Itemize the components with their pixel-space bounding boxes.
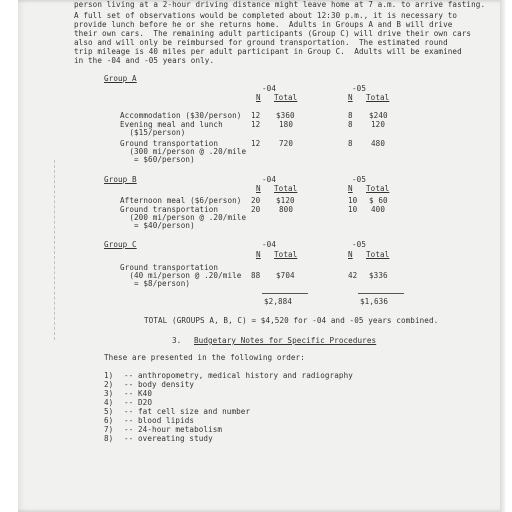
cell: $336 [369,271,388,280]
year-header: -04 [262,84,277,93]
subtotal-05: $1,636 [360,297,389,306]
row-label: Accommodation ($30/person) [120,111,242,120]
intro-line: provide lunch before he or she returns home. Adults in Groups A and B will drive [74,20,453,29]
year-header: -05 [352,84,367,93]
list-item: -- K40 [124,389,153,398]
col-header-total: Total [274,93,298,102]
page-edge-shadow [500,0,506,512]
cell: 12 [251,139,261,148]
cell: 42 [348,271,358,280]
row-label: Afternoon meal ($6/person) [120,196,242,205]
section-title: Budgetary Notes for Specific Procedures [194,336,377,345]
intro-line: also and will only be reimbursed for ground transportation. The estimated round [74,38,448,47]
col-header-n: N [348,93,353,102]
cell: 10 [348,205,358,214]
group-c-heading: Group C [104,240,137,249]
col-header-n: N [256,184,261,193]
row-label: Ground transportation [120,139,219,148]
list-number: 8) [104,434,114,443]
cell: 20 [251,205,261,214]
col-header-n: N [256,250,261,259]
cell: 12 [251,111,261,120]
subtotal-04: $2,884 [264,297,293,306]
list-item: -- D2O [124,398,153,407]
cell: 88 [251,271,261,280]
document-page [18,0,506,512]
section-number: 3. [172,336,182,345]
row-label: Evening meal and lunch [120,120,223,129]
list-item: -- body density [124,380,195,389]
row-label: Ground transportation [120,263,219,272]
cell: 8 [348,111,353,120]
list-number: 4) [104,398,114,407]
list-number: 2) [104,380,114,389]
col-header-n: N [348,184,353,193]
row-label: = $8/person) [120,279,191,288]
list-number: 7) [104,425,114,434]
list-item: -- anthropometry, medical history and radiography [124,371,353,380]
list-number: 1) [104,371,114,380]
row-label: (300 mi/person @ .20/mile [120,147,247,156]
cell: 120 [371,120,386,129]
intro-line: their own cars. The remaining adult participants (Group C) will drive their own cars [74,29,472,38]
subtotal-rule [358,293,404,294]
intro-line: in the -04 and -05 years only. [74,56,215,65]
col-header-total: Total [366,250,390,259]
cell: 20 [251,196,261,205]
col-header-total: Total [274,250,298,259]
row-label: (200 mi/person @ .20/mile [120,213,247,222]
list-item: -- overeating study [124,434,213,443]
subtotal-rule [262,293,308,294]
col-header-n: N [348,250,353,259]
list-item: -- fat cell size and number [124,407,251,416]
cell: 180 [279,120,294,129]
row-label: ($15/person) [120,128,186,137]
cell: 12 [251,120,261,129]
year-header: -05 [352,240,367,249]
cell: 720 [279,139,294,148]
cell: 8 [348,120,353,129]
cell: 10 [348,196,358,205]
list-number: 6) [104,416,114,425]
cell: 400 [371,205,386,214]
cell: $ 60 [369,196,388,205]
cell: $120 [276,196,295,205]
row-label: Ground transportation [120,205,219,214]
section-intro: These are presented in the following order: [104,353,305,362]
col-header-total: Total [366,184,390,193]
cell: 480 [371,139,386,148]
intro-line: person living at a 2-hour driving distance might leave home at 7 a.m. to arrive fasting. [74,0,486,9]
list-item: -- 24-hour metabolism [124,425,223,434]
year-header: -04 [262,240,277,249]
grand-total-line: TOTAL (GROUPS A, B, C) = $4,520 for -04 and -05 years combined. [144,316,439,325]
list-number: 5) [104,407,114,416]
cell: $240 [369,111,388,120]
intro-line: trip mileage is 40 miles per adult participant in Group C. Adults will be examined [74,47,462,56]
margin-pencil-marks [54,160,61,340]
year-header: -05 [352,175,367,184]
cell: 8 [348,139,353,148]
row-label: = $60/person) [120,155,195,164]
row-label: (40 mi/person @ .20/mile [120,271,242,280]
cell: $704 [276,271,295,280]
cell: $360 [276,111,295,120]
row-label: = $40/person) [120,221,195,230]
cell: 800 [279,205,294,214]
col-header-total: Total [274,184,298,193]
list-number: 3) [104,389,114,398]
group-b-heading: Group B [104,175,137,184]
list-item: -- blood lipids [124,416,195,425]
intro-line: A full set of observations would be completed about 12:30 p.m., it is necessary to [74,11,458,20]
col-header-n: N [256,93,261,102]
col-header-total: Total [366,93,390,102]
year-header: -04 [262,175,277,184]
group-a-heading: Group A [104,74,137,83]
